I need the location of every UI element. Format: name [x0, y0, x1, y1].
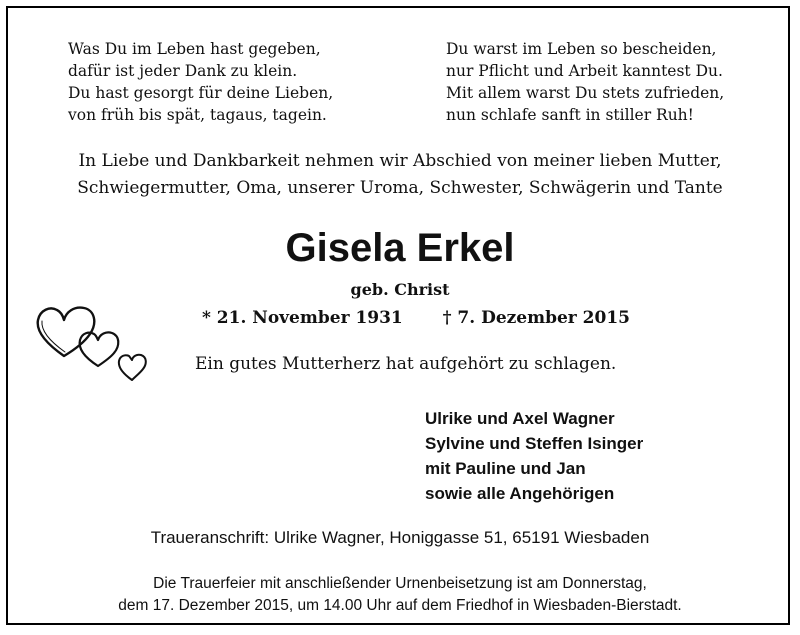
- poem-left: [68, 38, 333, 126]
- poem-right-line: nur Pflicht und Arbeit kanntest Du.: [446, 62, 723, 80]
- mourner-line: Sylvine und Steffen Isinger: [425, 434, 644, 453]
- mourner-line: sowie alle Angehörigen: [425, 484, 615, 503]
- mourners-list: [425, 406, 643, 506]
- life-dates: [202, 308, 630, 328]
- service-line: dem 17. Dezember 2015, um 14.00 Uhr auf dem Friedhof in Wiesbaden-Bierstadt.: [118, 597, 682, 614]
- poem-left-line: Du hast gesorgt für deine Lieben,: [68, 84, 334, 102]
- service-line: Die Trauerfeier mit anschließender Urnenbeisetzung ist am Donnerstag,: [153, 575, 647, 592]
- poem-left-line: Was Du im Leben hast gegeben,: [68, 40, 321, 58]
- birth-date: * 21. November 1931: [202, 308, 403, 328]
- verse-line: Ein gutes Mutterherz hat aufgehört zu schlagen.: [195, 354, 617, 374]
- intro-text: [8, 148, 792, 202]
- service-info: [8, 573, 792, 617]
- mourner-line: Ulrike und Axel Wagner: [425, 409, 615, 428]
- obituary-frame: [6, 6, 790, 625]
- three-hearts-icon: [34, 298, 150, 384]
- poem-left-line: dafür ist jeder Dank zu klein.: [68, 62, 298, 80]
- poem-right-line: Du warst im Leben so bescheiden,: [446, 40, 717, 58]
- death-date: † 7. Dezember 2015: [442, 308, 630, 328]
- birth-name: geb. Christ: [350, 280, 450, 299]
- mourning-address: Traueranschrift: Ulrike Wagner, Honiggasse 51, 65191 Wiesbaden: [150, 528, 650, 547]
- poem-right: [446, 38, 724, 126]
- intro-line: In Liebe und Dankbarkeit nehmen wir Abschied von meiner lieben Mutter,: [78, 151, 722, 171]
- mourner-line: mit Pauline und Jan: [425, 459, 586, 478]
- poem-right-line: Mit allem warst Du stets zufrieden,: [446, 84, 725, 102]
- poem-left-line: von früh bis spät, tagaus, tagein.: [68, 106, 327, 124]
- intro-line: Schwiegermutter, Oma, unserer Uroma, Schwester, Schwägerin und Tante: [77, 178, 723, 198]
- poem-right-line: nun schlafe sanft in stiller Ruh!: [446, 106, 694, 124]
- deceased-name: Gisela Erkel: [285, 226, 515, 270]
